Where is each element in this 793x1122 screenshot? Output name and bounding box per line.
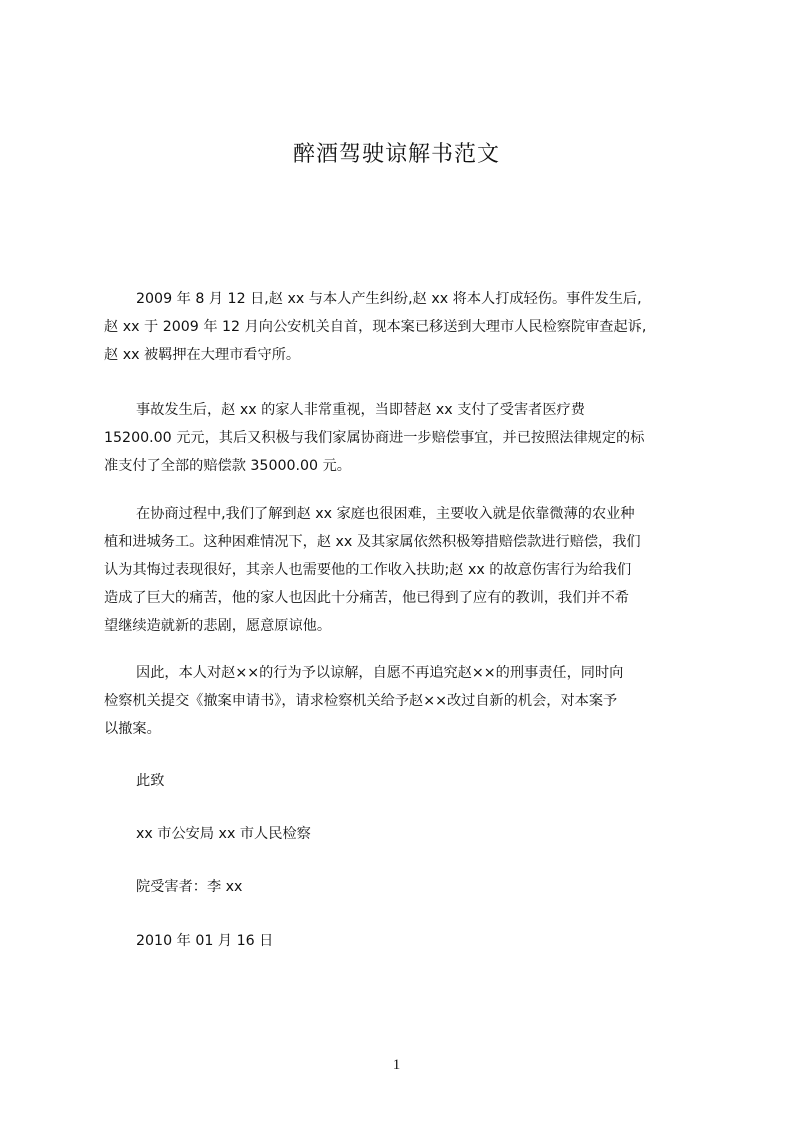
paragraph-line: 植和进城务工。这种困难情况下，赵 xx 及其家属依然积极筹措赔偿款进行赔偿，我们 [104,534,641,550]
paragraph-line: 赵 xx 被羁押在大理市看守所。 [104,347,301,363]
document-title: 醉酒驾驶谅解书范文 [292,142,500,167]
paragraph-line: 以撤案。 [104,721,161,737]
paragraph-line: 在协商过程中,我们了解到赵 xx 家庭也很困难，主要收入就是依靠微薄的农业种 [136,506,635,522]
page-number: 1 [392,1057,401,1073]
closing-salutation: 此致 [136,773,165,789]
recipient-line: xx 市公安局 xx 市人民检察 [136,826,311,842]
paragraph-line: 因此，本人对赵××的行为予以谅解，自愿不再追究赵××的刑事责任，同时向 [136,665,624,681]
paragraph-line: 造成了巨大的痛苦，他的家人也因此十分痛苦，他已得到了应有的教训，我们并不希 [104,590,629,606]
date-line: 2010 年 01 月 16 日 [136,933,274,949]
paragraph-line: 15200.00 元元，其后又积极与我们家属协商进一步赔偿事宜，并已按照法律规定的标 [104,430,645,446]
paragraph-line: 2009 年 8 月 12 日,赵 xx 与本人产生纠纷,赵 xx 将本人打成轻伤。事件发生后, [136,291,642,307]
paragraph-line: 检察机关提交《撤案申请书》，请求检察机关给予赵××改过自新的机会，对本案予 [104,693,618,709]
paragraph-line: 认为其悔过表现很好，其亲人也需要他的工作收入扶助;赵 xx 的故意伤害行为给我们 [104,562,632,578]
paragraph-line: 赵 xx 于 2009 年 12 月向公安机关自首，现本案已移送到大理市人民检察院审查起诉, [104,319,647,335]
paragraph-line: 事故发生后，赵 xx 的家人非常重视，当即替赵 xx 支付了受害者医疗费 [136,402,585,418]
signature-line: 院受害者：李 xx [136,879,243,895]
paragraph-line: 准支付了全部的赔偿款 35000.00 元。 [104,458,351,474]
paragraph-line: 望继续造就新的悲剧，愿意原谅他。 [104,618,332,634]
